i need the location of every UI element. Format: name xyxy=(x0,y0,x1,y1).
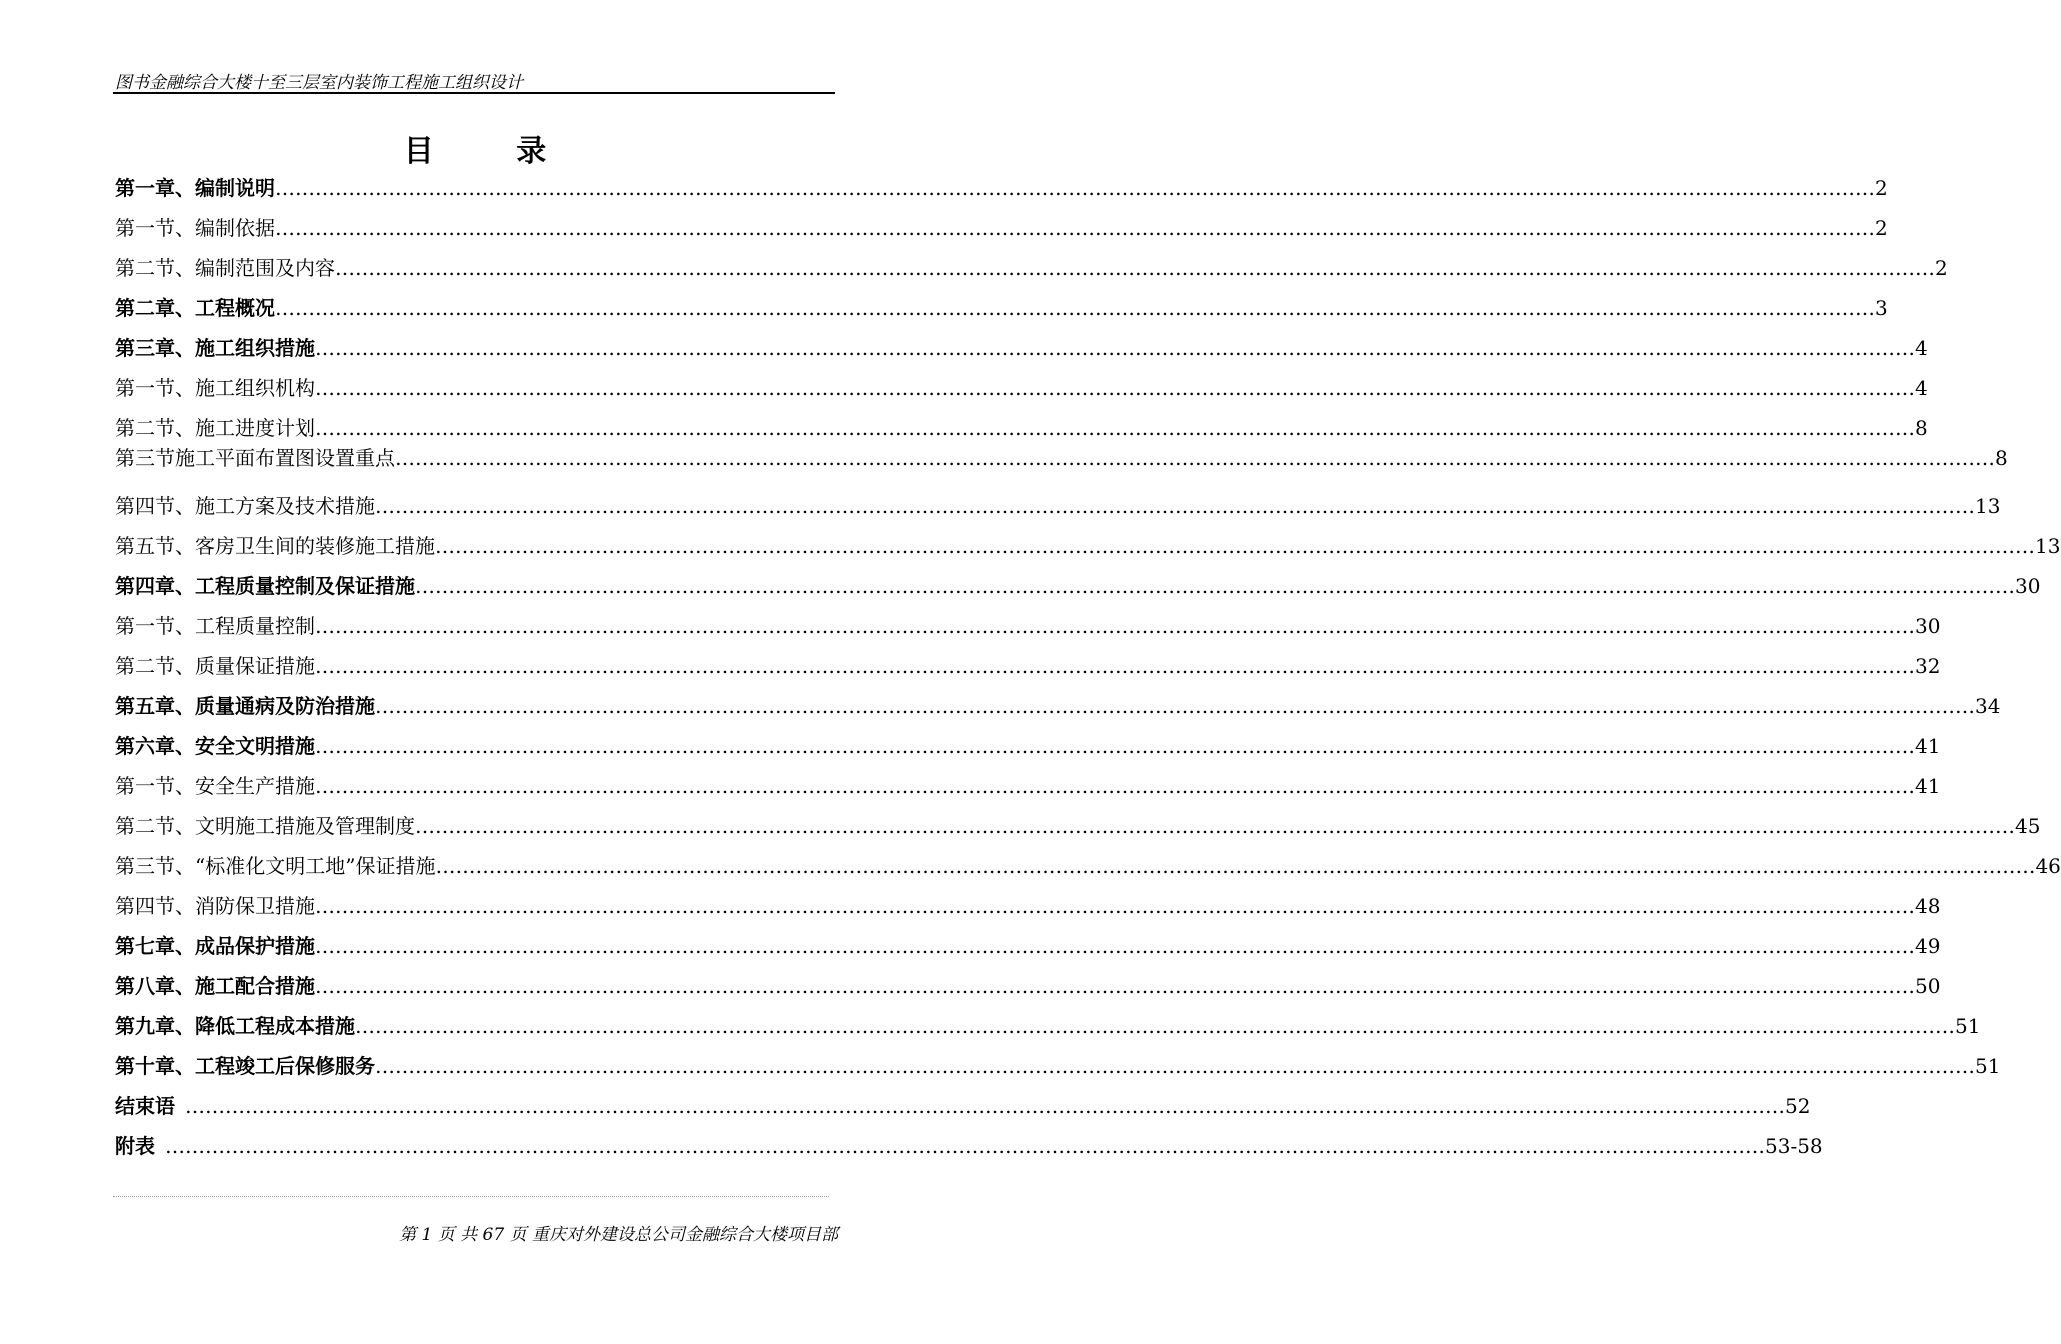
toc-entry-title: 施工组织机构 xyxy=(195,376,315,400)
toc-entry-number: 第十章、 xyxy=(115,1054,195,1078)
toc-entry-title: 客房卫生间的装修施工措施 xyxy=(195,534,435,558)
toc-entry-title: 降低工程成本措施 xyxy=(195,1014,355,1038)
toc-leader-dots: …………………………………………………………………………………………………………………………………………………………………………………………………………………… xyxy=(375,694,1975,718)
toc-entry-page: 34 xyxy=(1975,694,2001,718)
toc-entry-page: 51 xyxy=(1975,1054,2001,1078)
toc-entry[interactable] xyxy=(115,293,1888,323)
toc-entry[interactable] xyxy=(115,253,1948,283)
toc-leader-dots: …………………………………………………………………………………………………………………………………………………………………………………………………………………… xyxy=(375,494,1975,518)
toc-entry-page: 30 xyxy=(2015,574,2041,598)
toc-leader-dots: …………………………………………………………………………………………………………………………………………………………………………………………………………………… xyxy=(315,734,1915,758)
toc-entry-page: 32 xyxy=(1915,654,1941,678)
toc-entry-number: 第四节、 xyxy=(115,494,195,518)
toc-entry-title: 工程质量控制 xyxy=(195,614,315,638)
toc-entry[interactable] xyxy=(115,931,1941,961)
toc-entry-page: 49 xyxy=(1915,934,1941,958)
toc-entry[interactable] xyxy=(115,651,1941,681)
toc-leader-dots: …………………………………………………………………………………………………………………………………………………………………………………………………………………… xyxy=(355,1014,1955,1038)
toc-entry-title: 编制说明 xyxy=(195,176,275,200)
toc-entry[interactable] xyxy=(115,173,1888,203)
toc-entry[interactable] xyxy=(115,851,2061,881)
toc-entry-title: “标准化文明工地”保证措施 xyxy=(195,854,436,878)
toc-entry[interactable] xyxy=(115,771,1941,801)
toc-entry-number: 第三节 xyxy=(115,446,175,470)
toc-entry-page: 48 xyxy=(1915,894,1941,918)
toc-leader-dots: …………………………………………………………………………………………………………………………………………………………………………………………………………………… xyxy=(315,654,1915,678)
toc-entry-title: 工程质量控制及保证措施 xyxy=(195,574,415,598)
toc-entry-page: 46 xyxy=(2035,854,2061,878)
toc-leader-dots: …………………………………………………………………………………………………………………………………………………………………………………………………………………… xyxy=(275,176,1875,200)
toc-entry[interactable] xyxy=(115,213,1888,243)
toc-entry[interactable] xyxy=(115,891,1941,921)
toc-leader-dots: …………………………………………………………………………………………………………………………………………………………………………………………………………………… xyxy=(315,894,1915,918)
toc-leader-dots: …………………………………………………………………………………………………………………………………………………………………………………………………………………… xyxy=(315,774,1915,798)
toc-entry[interactable] xyxy=(115,571,2041,601)
page-title: 目 录 xyxy=(403,134,583,169)
toc-entry-title: 编制依据 xyxy=(195,216,275,240)
toc-entry-page: 53-58 xyxy=(1765,1134,1823,1158)
toc-entry[interactable] xyxy=(115,373,1928,403)
toc-entry-number: 第七章、 xyxy=(115,934,195,958)
toc-entry-title: 质量通病及防治措施 xyxy=(195,694,375,718)
toc-entry-number: 第一章、 xyxy=(115,176,195,200)
footer-divider xyxy=(113,1196,829,1197)
toc-entry-page: 45 xyxy=(2015,814,2041,838)
toc-entry-title: 附表 xyxy=(115,1134,155,1158)
toc-leader-dots: …………………………………………………………………………………………………………………………………………………………………………………………………………………… xyxy=(435,534,2035,558)
toc-leader-dots: …………………………………………………………………………………………………………………………………………………………………………………………………………………… xyxy=(315,416,1915,440)
toc-entry-page: 50 xyxy=(1915,974,1941,998)
toc-entry[interactable] xyxy=(115,443,2008,473)
page-footer: 第 1 页 共 67 页 重庆对外建设总公司金融综合大楼项目部 xyxy=(399,1225,838,1245)
toc-entry-number: 第一节、 xyxy=(115,216,195,240)
toc-entry-page: 41 xyxy=(1915,734,1941,758)
toc-entry-page: 51 xyxy=(1955,1014,1981,1038)
toc-leader-dots: …………………………………………………………………………………………………………………………………………………………………………………………………………………… xyxy=(435,854,2036,878)
toc-entry-title: 工程概况 xyxy=(195,296,275,320)
toc-entry-number: 第二节、 xyxy=(115,654,195,678)
toc-entry-page: 2 xyxy=(1875,216,1888,240)
toc-entry[interactable] xyxy=(115,1091,1811,1121)
toc-entry-number: 第二节、 xyxy=(115,814,195,838)
toc-entry-number: 第二节、 xyxy=(115,256,195,280)
toc-leader-dots: …………………………………………………………………………………………………………………………………………………………………………………………………………………… xyxy=(375,1054,1975,1078)
toc-entry-title: 文明施工措施及管理制度 xyxy=(195,814,415,838)
running-header xyxy=(113,66,835,94)
toc-entry-title: 结束语 xyxy=(115,1094,175,1118)
toc-entry-number: 第一节、 xyxy=(115,614,195,638)
toc-leader-dots: …………………………………………………………………………………………………………………………………………………………………………………………………………………… xyxy=(315,974,1915,998)
toc-entry-title: 施工配合措施 xyxy=(195,974,315,998)
toc-entry[interactable] xyxy=(115,691,2001,721)
toc-entry[interactable] xyxy=(115,333,1928,363)
toc-entry-page: 4 xyxy=(1915,336,1928,360)
toc-entry-title: 安全文明措施 xyxy=(195,734,315,758)
toc-entry[interactable] xyxy=(115,1131,1823,1161)
toc-leader-dots: …………………………………………………………………………………………………………………………………………………………………………………………………………………… xyxy=(315,336,1915,360)
toc-entry-title: 施工方案及技术措施 xyxy=(195,494,375,518)
toc-entry[interactable] xyxy=(115,971,1941,1001)
toc-entry-page: 4 xyxy=(1915,376,1928,400)
toc-entry[interactable] xyxy=(115,731,1941,761)
toc-entry[interactable] xyxy=(115,531,2061,561)
toc-entry-number: 第二章、 xyxy=(115,296,195,320)
toc-leader-dots: …………………………………………………………………………………………………………………………………………………………………………………………………………………… xyxy=(335,256,1935,280)
toc-entry-title: 安全生产措施 xyxy=(195,774,315,798)
toc-leader-dots: …………………………………………………………………………………………………………………………………………………………………………………………………………………… xyxy=(185,1094,1785,1118)
header-title: 图书金融综合大楼十至三层室内装饰工程施工组织设计 xyxy=(115,73,523,93)
toc-entry-title: 编制范围及内容 xyxy=(195,256,335,280)
toc-entry-title: 工程竣工后保修服务 xyxy=(195,1054,375,1078)
toc-entry-page: 8 xyxy=(1915,416,1928,440)
toc-entry-title: 成品保护措施 xyxy=(195,934,315,958)
toc-entry-title: 施工平面布置图设置重点 xyxy=(175,446,395,470)
toc-leader-dots: …………………………………………………………………………………………………………………………………………………………………………………………………………………… xyxy=(315,614,1915,638)
toc-leader-dots: …………………………………………………………………………………………………………………………………………………………………………………………………………………… xyxy=(315,934,1915,958)
toc-entry-page: 2 xyxy=(1935,256,1948,280)
toc-entry-title: 施工组织措施 xyxy=(195,336,315,360)
toc-entry[interactable] xyxy=(115,1011,1981,1041)
toc-entry-page: 3 xyxy=(1875,296,1888,320)
toc-entry-page: 30 xyxy=(1915,614,1941,638)
toc-entry-title: 施工进度计划 xyxy=(195,416,315,440)
toc-entry[interactable] xyxy=(115,1051,2001,1081)
toc-entry[interactable] xyxy=(115,413,1928,443)
toc-leader-dots: …………………………………………………………………………………………………………………………………………………………………………………………………………………… xyxy=(275,296,1875,320)
toc-entry[interactable] xyxy=(115,811,2041,841)
toc-entry-page: 2 xyxy=(1875,176,1888,200)
toc-entry-page: 8 xyxy=(1995,446,2008,470)
toc-entry-number: 第二节、 xyxy=(115,416,195,440)
toc-leader-dots: …………………………………………………………………………………………………………………………………………………………………………………………………………………… xyxy=(275,216,1875,240)
toc-entry-number: 第一节、 xyxy=(115,376,195,400)
toc-entry-number: 第四节、 xyxy=(115,894,195,918)
toc-leader-dots: …………………………………………………………………………………………………………………………………………………………………………………………………………………… xyxy=(395,446,1995,470)
toc-entry-number: 第三节、 xyxy=(115,854,195,878)
toc-entry-number: 第五章、 xyxy=(115,694,195,718)
toc-entry-number: 第三章、 xyxy=(115,336,195,360)
toc-entry-page: 13 xyxy=(1975,494,2001,518)
toc-entry-number: 第五节、 xyxy=(115,534,195,558)
toc-entry-title: 消防保卫措施 xyxy=(195,894,315,918)
toc-entry-number: 第八章、 xyxy=(115,974,195,998)
toc-entry-title: 质量保证措施 xyxy=(195,654,315,678)
toc-leader-dots: …………………………………………………………………………………………………………………………………………………………………………………………………………………… xyxy=(315,376,1915,400)
toc-entry-page: 13 xyxy=(2035,534,2061,558)
toc-entry[interactable] xyxy=(115,491,2001,521)
toc-entry-number: 第一节、 xyxy=(115,774,195,798)
toc-leader-dots: …………………………………………………………………………………………………………………………………………………………………………………………………………………… xyxy=(415,574,2015,598)
toc-leader-dots: …………………………………………………………………………………………………………………………………………………………………………………………………………………… xyxy=(415,814,2015,838)
toc-leader-dots: …………………………………………………………………………………………………………………………………………………………………………………………………………………… xyxy=(165,1134,1765,1158)
toc-entry-page: 41 xyxy=(1915,774,1941,798)
toc-entry[interactable] xyxy=(115,611,1941,641)
toc-entry-number: 第四章、 xyxy=(115,574,195,598)
toc-entry-number: 第九章、 xyxy=(115,1014,195,1038)
toc-entry-number: 第六章、 xyxy=(115,734,195,758)
toc-entry-page: 52 xyxy=(1785,1094,1811,1118)
